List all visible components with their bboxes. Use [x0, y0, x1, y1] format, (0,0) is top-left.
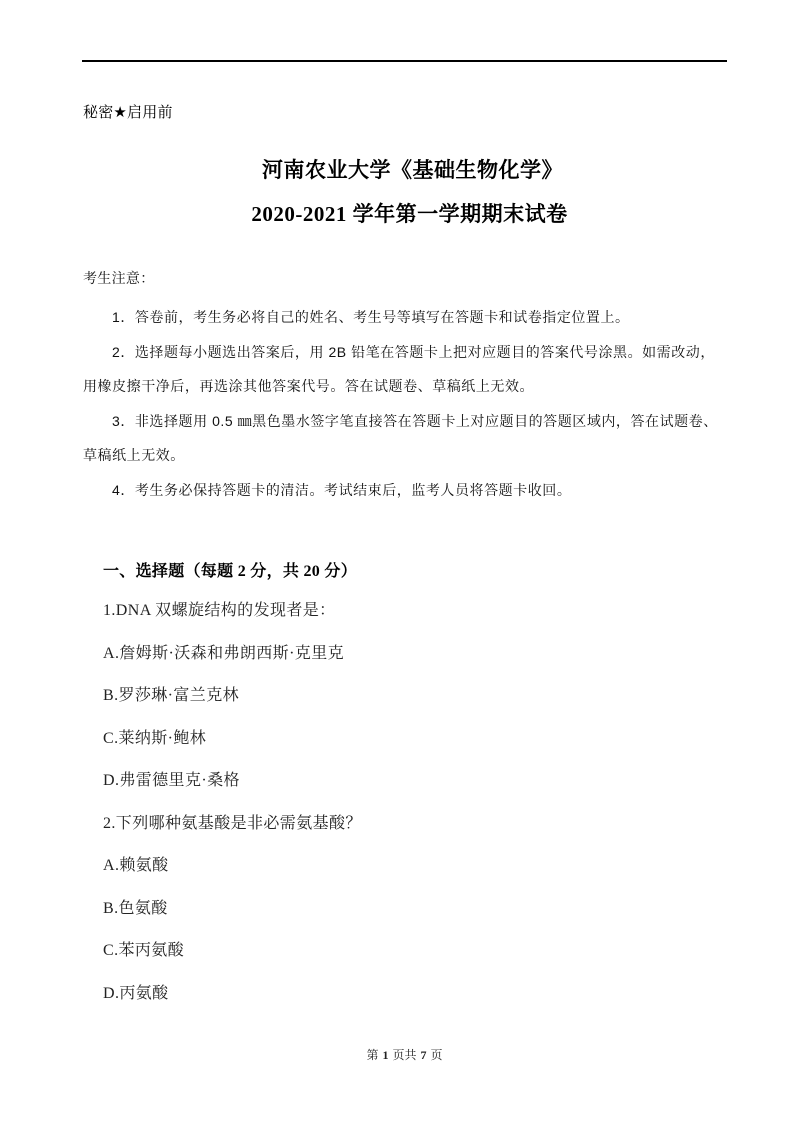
- question-option: C.莱纳斯·鲍林: [103, 729, 207, 747]
- exam-notice: [83, 268, 753, 507]
- notice-item-continuation: 草稿纸上无效。: [83, 447, 185, 463]
- notice-item-text: 2．选择题每小题选出答案后，用 2B 铅笔在答题卡上把对应题目的答案代号涂黑。如需改动，: [112, 343, 715, 360]
- notice-item-3: [83, 404, 753, 473]
- notice-item-continuation: 用橡皮擦干净后，再选涂其他答案代号。答在试题卷、草稿纸上无效。: [83, 378, 535, 394]
- notice-heading: 考生注意：: [83, 270, 155, 286]
- question-stem: 1.DNA 双螺旋结构的发现者是：: [103, 602, 336, 619]
- footer-middle: 页共: [392, 1048, 417, 1062]
- notice-item-text: 1．答卷前，考生务必将自己的姓名、考生号等填写在答题卡和试卷指定位置上。: [112, 309, 630, 325]
- question-option: B.色氨酸: [103, 899, 168, 917]
- notice-item-1: [83, 300, 753, 335]
- exam-title-line2: 2020-2021 学年第一学期期末试卷: [251, 202, 568, 226]
- notice-item-2: [83, 335, 753, 404]
- question-option: D.弗雷德里克·桑格: [103, 772, 240, 789]
- question-option: C.苯丙氨酸: [103, 942, 185, 959]
- question-option: A.詹姆斯·沃森和弗朗西斯·克里克: [103, 644, 345, 662]
- question-option: A.赖氨酸: [103, 857, 169, 874]
- total-page-number: 7: [420, 1048, 427, 1062]
- footer-suffix: 页: [430, 1048, 443, 1062]
- confidential-mark: 秘密★启用前: [83, 104, 173, 121]
- header-rule: [82, 60, 727, 62]
- notice-item-4: [83, 473, 753, 508]
- footer-prefix: 第: [366, 1048, 379, 1062]
- question-option: B.罗莎琳·富兰克林: [103, 687, 240, 704]
- section-heading-multiple-choice: 一、选择题（每题 2 分，共 20 分）: [103, 563, 358, 580]
- page-footer: [0, 1047, 809, 1063]
- notice-item-text: 4．考生务必保持答题卡的清洁。考试结束后，监考人员将答题卡收回。: [112, 481, 572, 498]
- question-option: D.丙氨酸: [103, 984, 169, 1002]
- current-page-number: 1: [382, 1048, 389, 1062]
- question-stem: 2.下列哪种氨基酸是非必需氨基酸？: [103, 814, 362, 832]
- question-list: [103, 600, 362, 1025]
- notice-list: [83, 300, 753, 507]
- notice-item-text: 3．非选择题用 0.5 ㎜黑色墨水签字笔直接答在答题卡上对应题目的答题区域内，答在试题卷、: [112, 412, 718, 429]
- exam-title-line1: 河南农业大学《基础生物化学》: [262, 158, 563, 182]
